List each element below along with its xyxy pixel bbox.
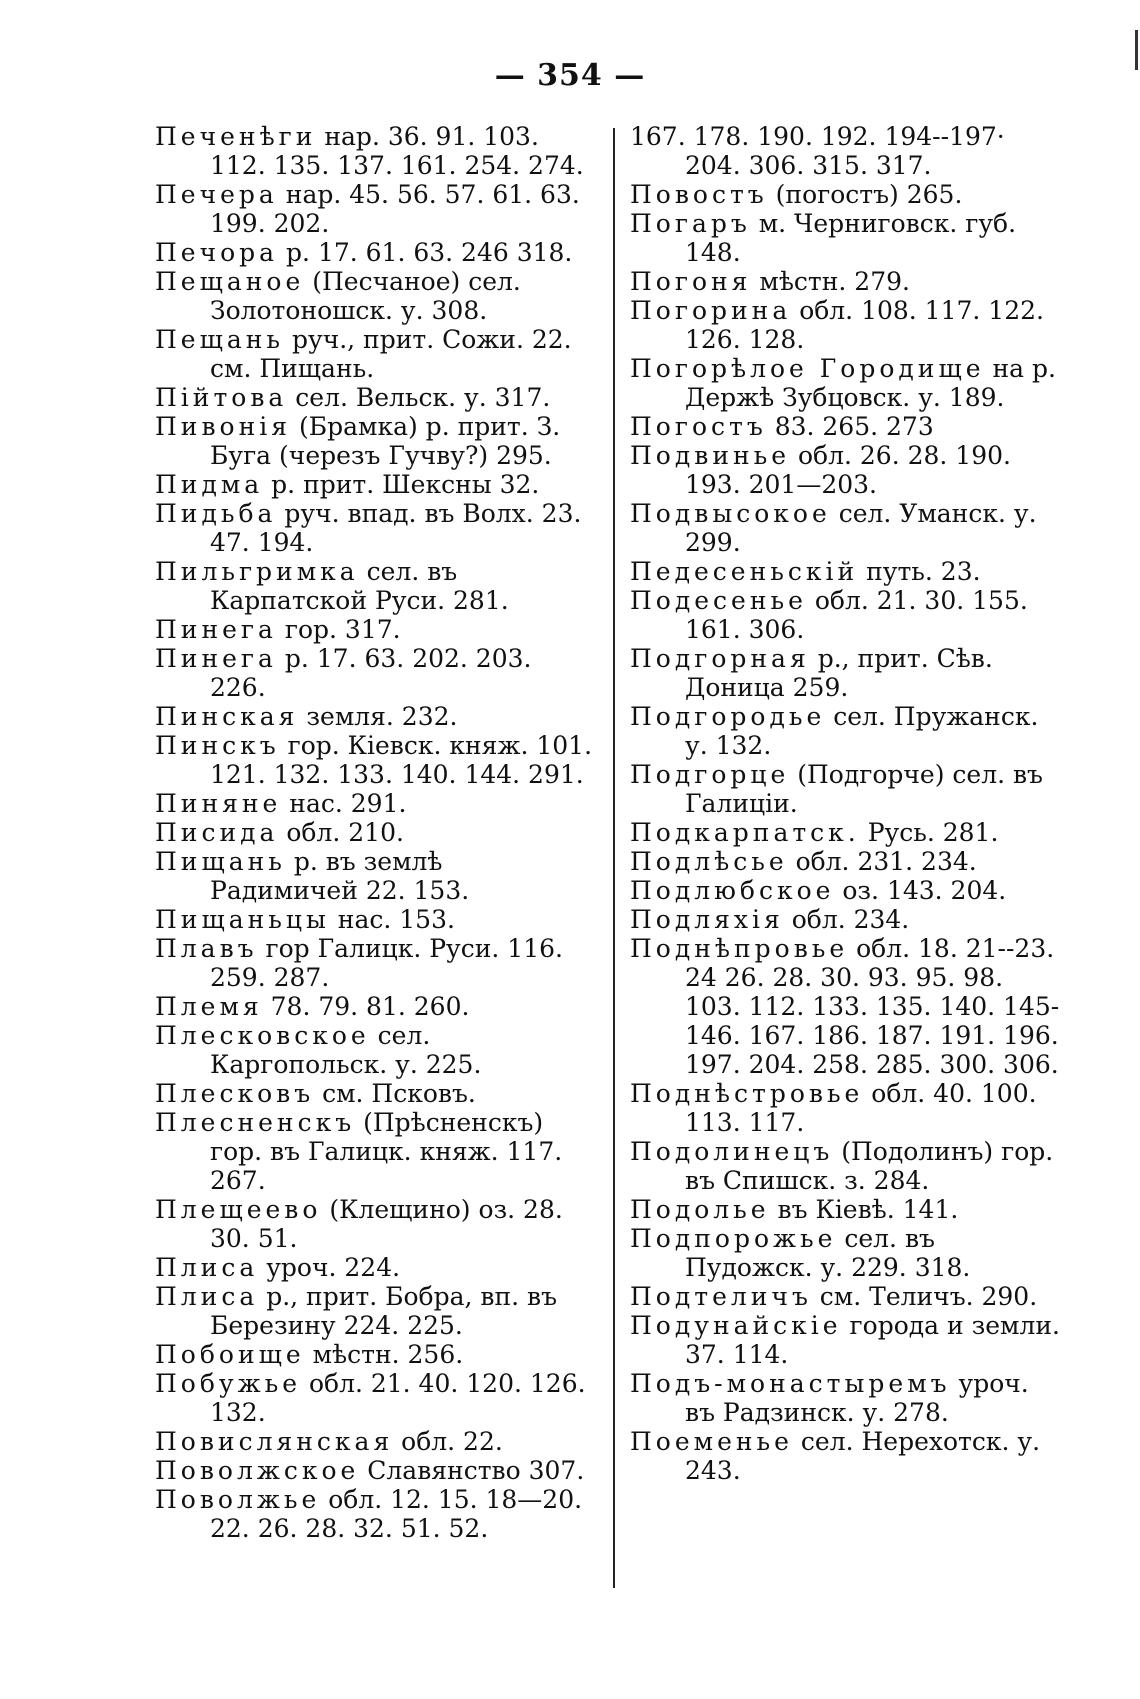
entry-references: р. прит. Шексны 32.	[263, 470, 540, 499]
index-entry	[155, 1108, 595, 1195]
index-entry	[630, 1137, 1060, 1195]
entry-headword: Погаръ	[630, 209, 751, 238]
entry-references: земля. 232.	[298, 702, 458, 731]
entry-headword: Погостъ	[630, 412, 767, 441]
entry-references: 167. 178. 190. 192. 194--197· 204. 306. 315. 317.	[630, 122, 1005, 180]
entry-references: уроч. въ Радзинск. у. 278.	[685, 1369, 1029, 1427]
index-entry	[155, 1079, 595, 1108]
index-entry	[155, 122, 595, 180]
index-entry	[630, 354, 1060, 412]
entry-references: обл. 26. 28. 190. 193. 201—203.	[685, 441, 1011, 499]
index-entry	[630, 209, 1060, 267]
entry-headword: Пинскъ	[155, 731, 280, 760]
entry-references: сел. Вельск. у. 317.	[287, 383, 551, 412]
index-entry	[630, 1079, 1060, 1137]
entry-references: 78. 79. 81. 260.	[262, 992, 470, 1021]
index-entry	[630, 934, 1060, 1079]
index-entry	[630, 412, 1060, 441]
entry-references: Русь. 281.	[859, 818, 999, 847]
entry-headword: Поднѣпровье	[630, 934, 849, 963]
index-entry	[630, 557, 1060, 586]
index-entry	[155, 905, 595, 934]
entry-references: нас. 153.	[329, 905, 455, 934]
index-entry	[155, 383, 595, 412]
scan-edge-mark	[1020, 0, 1140, 40]
entry-headword: Пищань	[155, 847, 286, 876]
entry-references: оз. 143. 204.	[834, 876, 1007, 905]
entry-headword: Подолье	[630, 1195, 770, 1224]
entry-headword: Педесеньскій	[630, 557, 859, 586]
entry-references: сел. Нерехотск. у. 243.	[685, 1427, 1041, 1485]
entry-headword: Подолинецъ	[630, 1137, 834, 1166]
entry-references: гор. Кіевск. княж. 101. 121. 132. 133. 140. 144. 291.	[210, 731, 593, 789]
index-entry	[155, 818, 595, 847]
entry-references: руч., прит. Сожи. 22. см. Пищань.	[210, 325, 572, 383]
index-entry	[630, 499, 1060, 557]
left-column	[155, 122, 595, 1543]
entry-headword: Погоня	[630, 267, 752, 296]
entry-headword: Плесковское	[155, 1021, 370, 1050]
index-entry	[630, 441, 1060, 499]
entry-references: р., прит. Сѣв. Доница 259.	[685, 644, 993, 702]
entry-headword: Печенѣги	[155, 122, 317, 151]
entry-references: обл. 18. 21--23. 24 26. 28. 30. 93. 95. 98. 103. 112. 133. 135. 140. 145-146. 167. 186. 187. 191. 196. 197. 204. 258. 285. 300. 306.	[685, 934, 1060, 1079]
entry-headword: Поволжское	[155, 1456, 360, 1485]
entry-headword: Подтеличъ	[630, 1282, 812, 1311]
index-entry	[155, 1021, 595, 1079]
entry-references: города и земли. 37. 114.	[685, 1311, 1060, 1369]
entry-headword: Подгородье	[630, 702, 826, 731]
entry-references: (Прѣсненскъ) гор. въ Галицк. княж. 117. 267.	[210, 1108, 563, 1195]
entry-references: р., прит. Бобра, вп. въ Березину 224. 225.	[210, 1282, 557, 1340]
entry-headword: Пильгримка	[155, 557, 359, 586]
entry-headword: Пидьба	[155, 499, 277, 528]
entry-references: р. 17. 63. 202. 203. 226.	[210, 644, 532, 702]
entry-references: обл. 21. 30. 155. 161. 306.	[685, 586, 1028, 644]
index-entry	[155, 702, 595, 731]
entry-references: сел. Пружанск. у. 132.	[685, 702, 1039, 760]
index-entry	[630, 122, 1060, 180]
entry-references: р. въ землѣ Радимичей 22. 153.	[210, 847, 470, 905]
entry-references: Славянство 307.	[359, 1456, 585, 1485]
entry-headword: Пинега	[155, 644, 277, 673]
index-entry	[155, 615, 595, 644]
entry-references: 83. 265. 273	[766, 412, 934, 441]
index-entry	[155, 267, 595, 325]
index-entry	[630, 905, 1060, 934]
entry-references: (Клещино) оз. 28. 30. 51.	[210, 1195, 563, 1253]
index-entry	[155, 557, 595, 615]
entry-headword: Подгорная	[630, 644, 810, 673]
entry-references: нар. 45. 56. 57. 61. 63. 199. 202.	[210, 180, 580, 238]
entry-references: обл. 12. 15. 18—20. 22. 26. 28. 32. 51. 52.	[210, 1485, 583, 1543]
entry-headword: Печора	[155, 238, 279, 267]
entry-references: (Подгорче) сел. въ Галиціи.	[685, 760, 1043, 818]
index-entry	[630, 1311, 1060, 1369]
index-entry	[155, 1456, 595, 1485]
entry-references: на р. Держѣ Зубцовск. у. 189.	[685, 354, 1056, 412]
entry-references: сел. въ Карпатской Руси. 281.	[210, 557, 509, 615]
entry-references: (погостъ) 265.	[767, 180, 963, 209]
entry-headword: Подкарпатск.	[630, 818, 860, 847]
index-entry	[155, 731, 595, 789]
entry-headword: Подлюбское	[630, 876, 835, 905]
index-entry	[155, 1340, 595, 1369]
index-entry	[630, 1427, 1060, 1485]
entry-headword: Подвысокое	[630, 499, 831, 528]
index-entry	[630, 1282, 1060, 1311]
index-entry	[155, 1485, 595, 1543]
entry-references: мѣстн. 279.	[751, 267, 910, 296]
index-entry	[630, 267, 1060, 296]
index-entry	[630, 876, 1060, 905]
index-entry	[155, 1253, 595, 1282]
entry-headword: Подляхія	[630, 905, 784, 934]
entry-references: р. 17. 61. 63. 246 318.	[278, 238, 573, 267]
entry-headword: Плиса	[155, 1253, 259, 1282]
entry-headword: Плесковъ	[155, 1079, 315, 1108]
entry-references: въ Кіевѣ. 141.	[769, 1195, 959, 1224]
entry-references: обл. 210.	[278, 818, 404, 847]
entry-references: (Подолинъ) гор. въ Спишск. з. 284.	[685, 1137, 1054, 1195]
index-entry	[155, 325, 595, 383]
entry-references: обл. 234.	[783, 905, 910, 934]
entry-references: уроч. 224.	[258, 1253, 401, 1282]
entry-references: нас. 291.	[281, 789, 407, 818]
entry-headword: Подгорце	[630, 760, 790, 789]
index-entry	[630, 1195, 1060, 1224]
column-divider	[613, 128, 615, 1588]
index-entry	[155, 847, 595, 905]
index-entry	[155, 1369, 595, 1427]
entry-headword: Пищаньцы	[155, 905, 330, 934]
index-entry	[155, 238, 595, 267]
entry-headword: Плавъ	[155, 934, 258, 963]
entry-references: сел. Уманск. у. 299.	[685, 499, 1037, 557]
entry-headword: Писида	[155, 818, 279, 847]
index-entry	[630, 847, 1060, 876]
entry-references: обл. 108. 117. 122. 126. 128.	[685, 296, 1044, 354]
entry-headword: Пидма	[155, 470, 264, 499]
entry-references: (Брамка) р. прит. З. Буга (черезъ Гучву?) 295.	[210, 412, 561, 470]
entry-headword: Пивонія	[155, 412, 292, 441]
entry-headword: Пинега	[155, 615, 277, 644]
index-entry	[630, 644, 1060, 702]
entry-references: нар. 36. 91. 103. 112. 135. 137. 161. 254. 274.	[210, 122, 584, 180]
index-entry	[630, 818, 1060, 847]
entry-headword: Побоище	[155, 1340, 305, 1369]
index-entry	[630, 760, 1060, 818]
entry-headword: Подлѣсье	[630, 847, 788, 876]
entry-references: (Песчаное) сел. Золотоношск. у. 308.	[210, 267, 521, 325]
entry-headword: Пинская	[155, 702, 299, 731]
index-entry	[155, 470, 595, 499]
index-entry	[155, 1195, 595, 1253]
index-entry	[155, 644, 595, 702]
entry-headword: Подъ-монастыремъ	[630, 1369, 951, 1398]
index-entry	[155, 1427, 595, 1456]
entry-headword: Пійтова	[155, 383, 288, 412]
index-entry	[630, 180, 1060, 209]
entry-references: см. Псковъ.	[314, 1079, 476, 1108]
entry-headword: Поднѣстровье	[630, 1079, 864, 1108]
entry-references: путь. 23.	[858, 557, 981, 586]
entry-headword: Пиняне	[155, 789, 282, 818]
index-entry	[155, 992, 595, 1021]
entry-references: сел. Каргопольск. у. 225.	[210, 1021, 482, 1079]
entry-headword: Племя	[155, 992, 263, 1021]
right-column	[630, 122, 1060, 1485]
entry-headword: Плещеево	[155, 1195, 322, 1224]
entry-references: см. Теличъ. 290.	[811, 1282, 1038, 1311]
index-entry	[630, 296, 1060, 354]
entry-references: м. Черниговск. губ. 148.	[685, 209, 1017, 267]
entry-headword: Пещань	[155, 325, 285, 354]
index-entry	[155, 499, 595, 557]
entry-headword: Плесненскъ	[155, 1108, 356, 1137]
entry-references: обл. 22.	[393, 1427, 503, 1456]
index-entry	[630, 702, 1060, 760]
index-entry	[155, 1282, 595, 1340]
entry-headword: Погорѣлое Городище	[630, 354, 985, 383]
index-entry	[630, 586, 1060, 644]
index-entry	[155, 934, 595, 992]
entry-references: гор. 317.	[276, 615, 401, 644]
entry-references: мѣстн. 256.	[304, 1340, 464, 1369]
entry-headword: Плиса	[155, 1282, 259, 1311]
entry-headword: Пещаное	[155, 267, 305, 296]
entry-headword: Подвинье	[630, 441, 791, 470]
entry-headword: Подесенье	[630, 586, 807, 615]
page-number: — 354 —	[494, 58, 646, 93]
entry-headword: Повислянская	[155, 1427, 394, 1456]
index-entry	[630, 1369, 1060, 1427]
index-entry	[155, 789, 595, 818]
entry-references: обл. 21. 40. 120. 126. 132.	[210, 1369, 586, 1427]
entry-headword: Поволжье	[155, 1485, 321, 1514]
entry-headword: Подпорожье	[630, 1224, 837, 1253]
entry-references: сел. въ Пудожск. у. 229. 318.	[685, 1224, 971, 1282]
entry-references: обл. 231. 234.	[787, 847, 977, 876]
entry-references: обл. 40. 100. 113. 117.	[685, 1079, 1037, 1137]
index-entry	[155, 180, 595, 238]
entry-headword: Побужье	[155, 1369, 302, 1398]
index-entry	[155, 412, 595, 470]
entry-references: гор Галицк. Руси. 116. 259. 287.	[210, 934, 563, 992]
entry-references: руч. впад. въ Волх. 23. 47. 194.	[210, 499, 582, 557]
entry-headword: Подунайскіе	[630, 1311, 842, 1340]
entry-headword: Поеменье	[630, 1427, 793, 1456]
index-entry	[630, 1224, 1060, 1282]
entry-headword: Погорина	[630, 296, 792, 325]
entry-headword: Печера	[155, 180, 278, 209]
entry-headword: Повостъ	[630, 180, 768, 209]
